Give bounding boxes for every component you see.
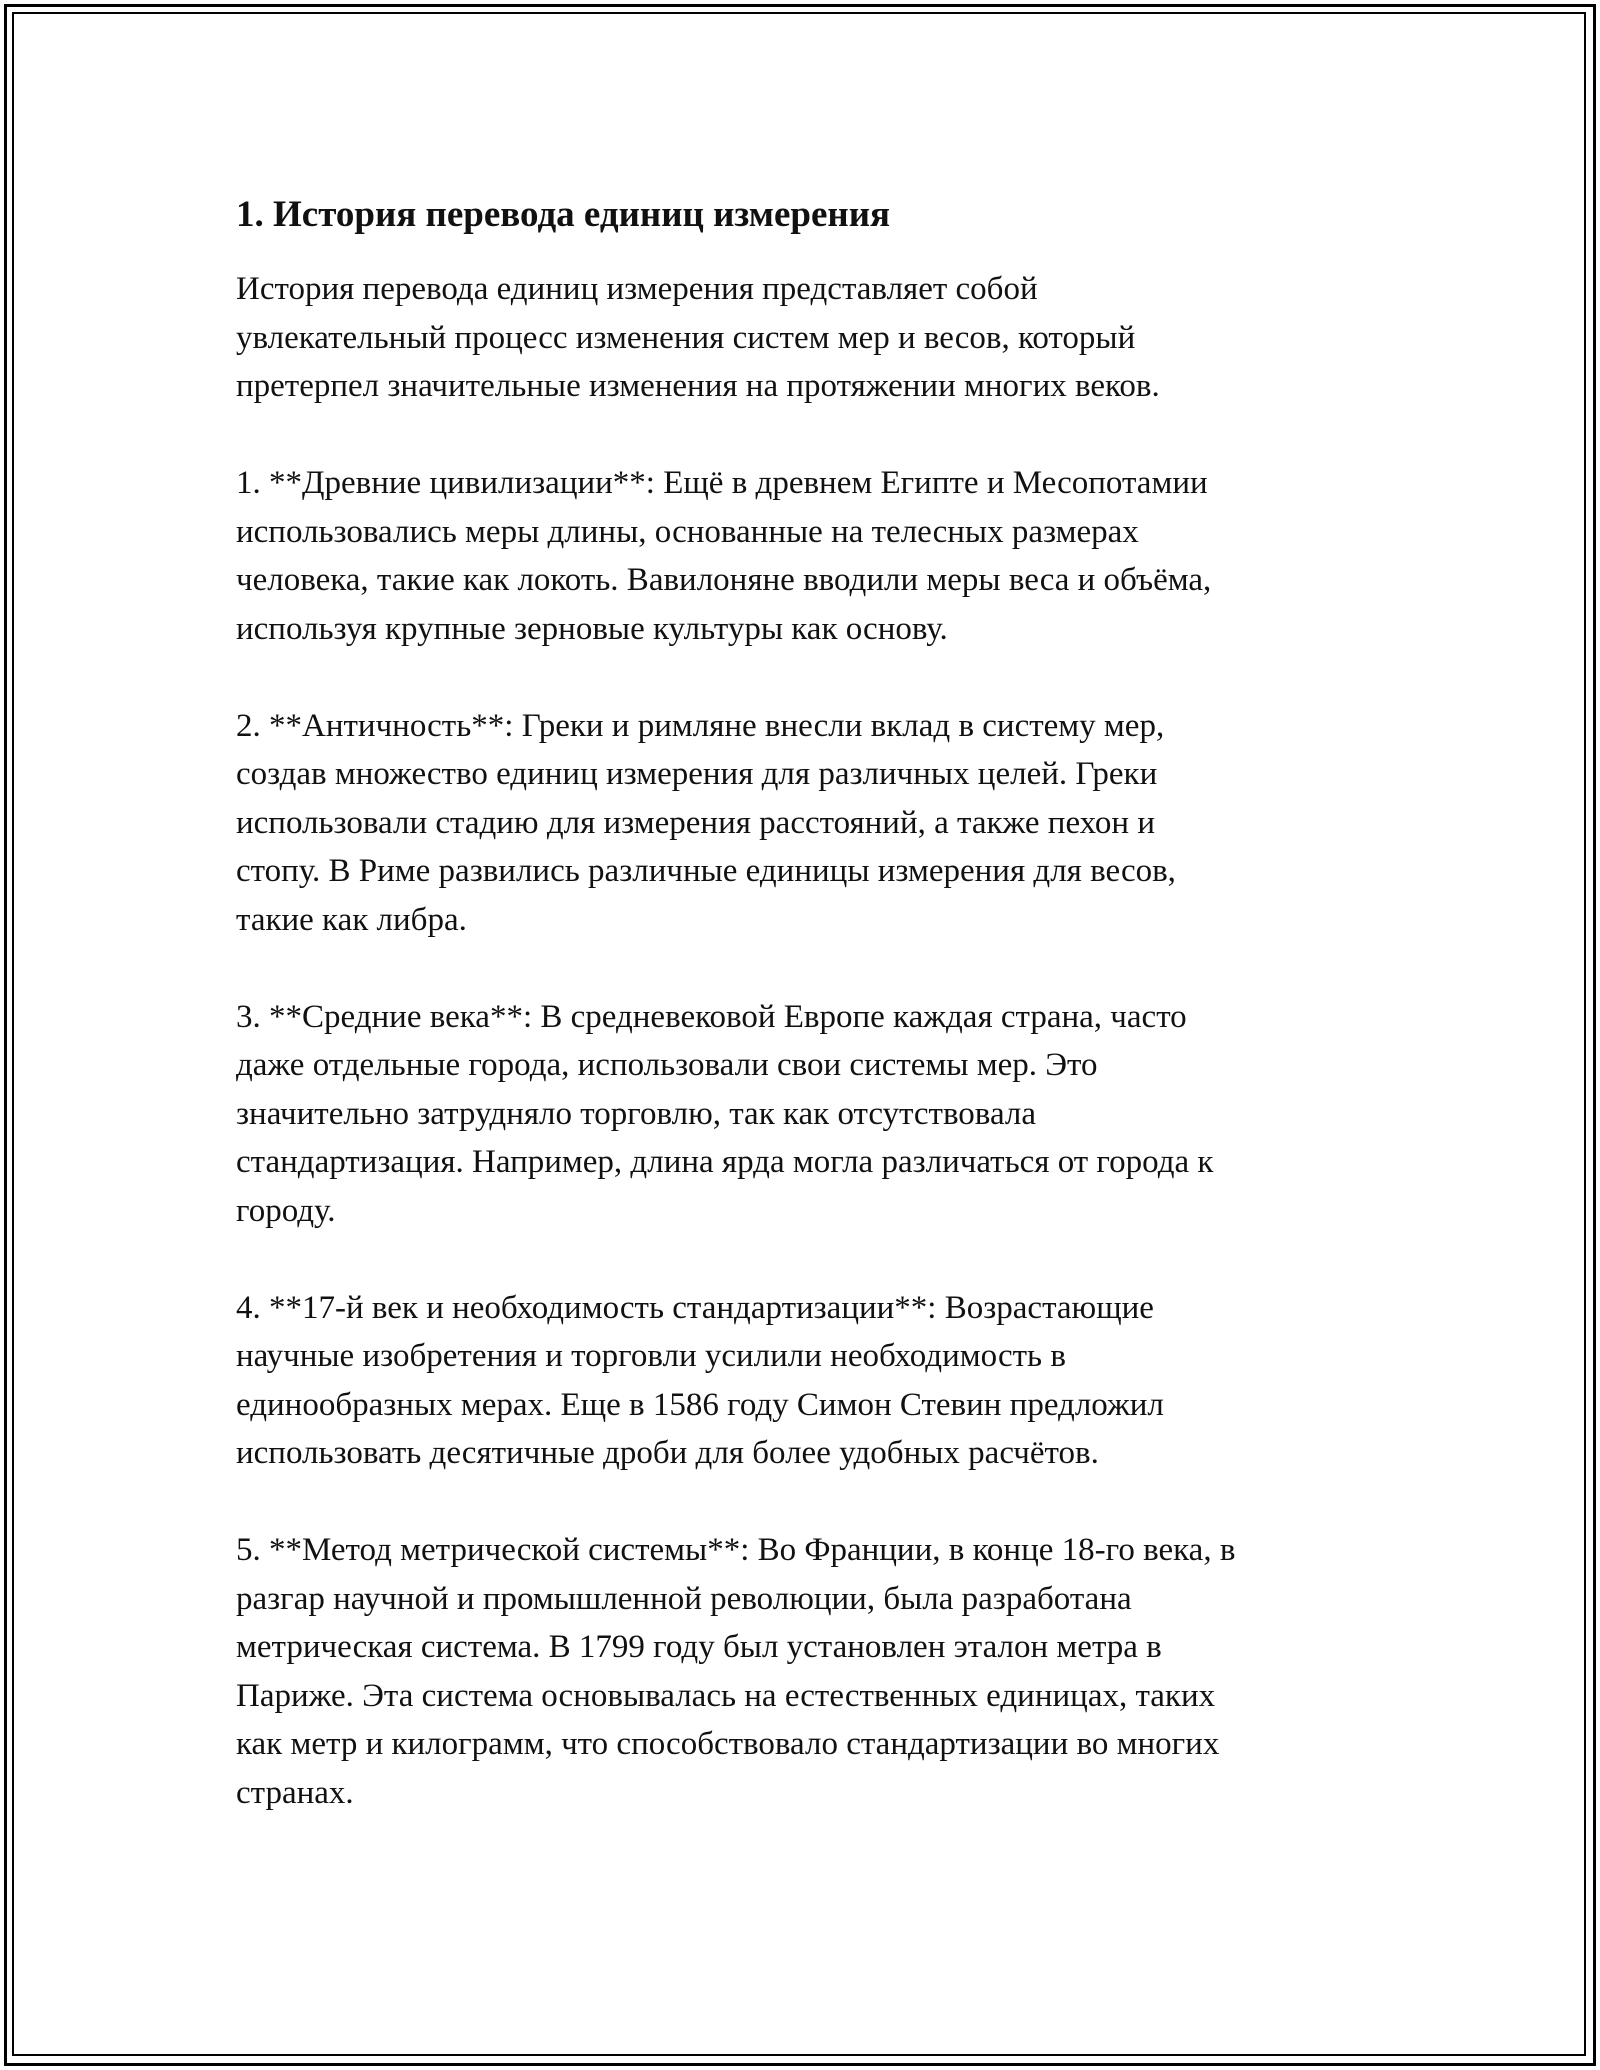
list-item-antiquity: 2. **Античность**: Греки и римляне внесли вклад в систему мер, создав множество единиц измерения для различных целей. Греки использовали стадию для измерения расстояний, а также пехон и стопу. В Риме развились различные единицы измерения для весов, такие как либра. bbox=[236, 707, 1176, 938]
intro-paragraph: История перевода единиц измерения представляет собой увлекательный процесс изменения систем мер и весов, который претерпел значительные изменения на протяжении многих веков. bbox=[236, 271, 1160, 404]
list-item-metric-system: 5. **Метод метрической системы**: Во Франции, в конце 18-го века, в разгар научной и промышленной революции, была разработана метрическая система. В 1799 году был установлен эталон метра в Париже. Эта система основывалась на естественных единицах, таких как метр и килограмм, что способствовало стандартизации во многих странах. bbox=[236, 1532, 1236, 1811]
list-item-middle-ages: 3. **Средние века**: В средневековой Европе каждая страна, часто даже отдельные города, использовали свои системы мер. Это значительно затрудняло торговлю, так как отсутствовала стандартизация. Например, длина ярда могла различаться от города к городу. bbox=[236, 998, 1214, 1229]
list-item-ancient-civilizations: 1. **Древние цивилизации**: Ещё в древнем Египте и Месопотамии использовались меры длины, основанные на телесных размерах человека, такие как локоть. Вавилоняне вводили меры веса и объёма, используя крупные зерновые культуры как основу. bbox=[236, 465, 1212, 647]
list-item-17th-century: 4. **17-й век и необходимость стандартизации**: Возрастающие научные изобретения и торговли усилили необходимость в единообразных мерах. Еще в 1586 году Симон Стевин предложил использовать десятичные дроби для более удобных расчётов. bbox=[236, 1289, 1164, 1471]
document-body bbox=[236, 190, 1366, 1866]
document-title: 1. История перевода единиц измерения bbox=[236, 194, 891, 235]
